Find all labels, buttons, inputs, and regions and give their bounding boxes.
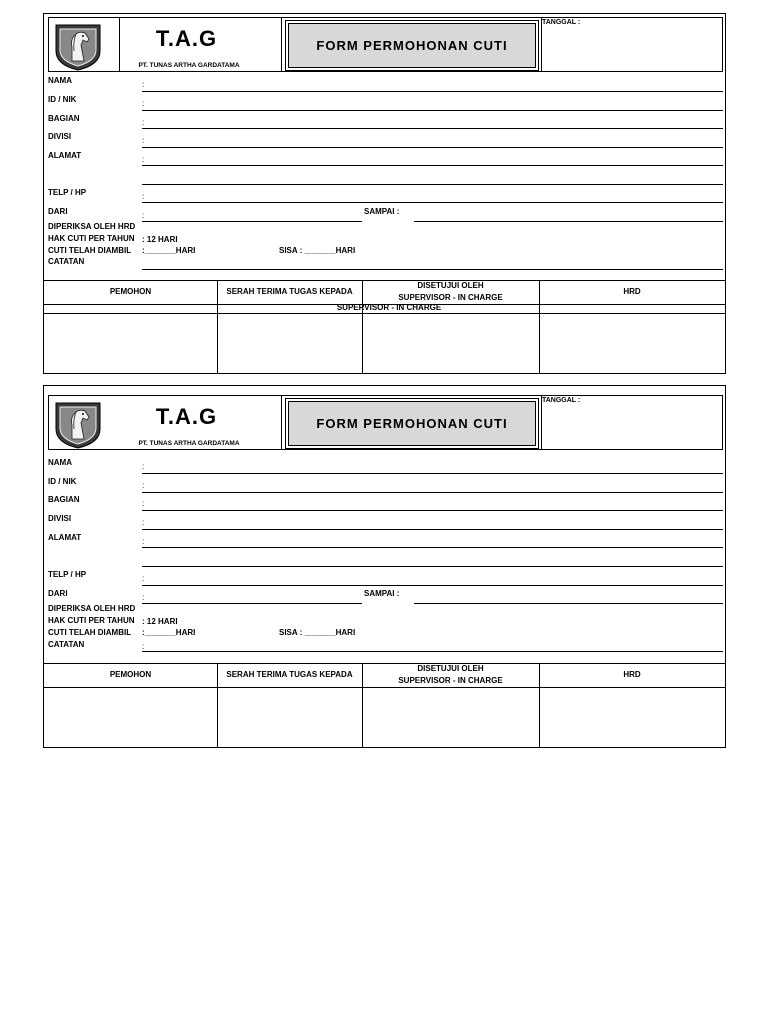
pemohon-header: PEMOHON — [109, 670, 152, 679]
alamat-field-line-2[interactable] — [142, 566, 723, 567]
company-name: PT. TUNAS ARTHA GARDATAMA — [138, 62, 240, 69]
nama-label: NAMA — [48, 76, 72, 85]
colon: : — [142, 518, 145, 527]
dari-field[interactable] — [142, 603, 362, 604]
colon: : — [142, 80, 145, 89]
pemohon-header: PEMOHON — [109, 287, 152, 296]
table-row-line — [44, 313, 725, 314]
table-row-line — [44, 687, 725, 688]
hak-cuti-label: HAK CUTI PER TAHUN — [48, 234, 135, 243]
bagian-label: BAGIAN — [48, 114, 80, 123]
catatan-field[interactable] — [142, 269, 723, 270]
colon: : — [142, 211, 145, 220]
id-nik-label: ID / NIK — [48, 95, 77, 104]
sisa-value[interactable]: SISA : _______HARI — [279, 246, 356, 255]
approval-table — [44, 663, 725, 748]
form-title-box — [285, 398, 539, 449]
hrd-header: HRD — [623, 670, 641, 679]
diperiksa-label: DIPERIKSA OLEH HRD — [48, 222, 136, 231]
colon: : — [142, 192, 145, 201]
supervisor-header: SUPERVISOR - IN CHARGE — [398, 293, 503, 302]
disetujui-header: DISETUJUI OLEH — [417, 281, 484, 290]
catatan-label: CATATAN — [48, 640, 85, 649]
bagian-label: BAGIAN — [48, 495, 80, 504]
telp-label: TELP / HP — [48, 188, 87, 197]
divisi-field[interactable] — [142, 147, 723, 148]
catatan-label: CATATAN — [48, 257, 85, 266]
dari-field[interactable] — [142, 221, 362, 222]
cuti-diambil-value[interactable]: :_______HARI — [142, 628, 196, 637]
tanggal-label: TANGGAL : — [542, 397, 581, 404]
serah-terima-header: SERAH TERIMA TUGAS KEPADA — [226, 670, 353, 679]
serah-terima-header: SERAH TERIMA TUGAS KEPADA — [226, 287, 353, 296]
alamat-label: ALAMAT — [48, 533, 82, 542]
tanggal-label: TANGGAL : — [542, 19, 581, 26]
telp-field[interactable] — [142, 202, 723, 203]
hak-cuti-label: HAK CUTI PER TAHUN — [48, 616, 135, 625]
sampai-field[interactable] — [414, 221, 723, 222]
id-nik-field[interactable] — [142, 492, 723, 493]
divisi-field[interactable] — [142, 529, 723, 530]
disetujui-header: DISETUJUI OLEH — [417, 664, 484, 673]
nama-field[interactable] — [142, 473, 723, 474]
cuti-diambil-label: CUTI TELAH DIAMBIL — [48, 246, 132, 255]
hrd-header: HRD — [623, 287, 641, 296]
supervisor-header: SUPERVISOR - IN CHARGE — [398, 676, 503, 685]
dari-label: DARI — [48, 589, 68, 598]
nama-label: NAMA — [48, 458, 72, 467]
colon: : — [142, 481, 145, 490]
id-nik-field[interactable] — [142, 110, 723, 111]
divisi-label: DIVISI — [48, 132, 72, 141]
cuti-diambil-label: CUTI TELAH DIAMBIL — [48, 628, 132, 637]
supervisor-overflow-text: SUPERVISOR - IN CHARGE — [336, 303, 442, 312]
leave-request-form-1 — [43, 13, 726, 374]
colon: : — [142, 574, 145, 583]
colon: : — [142, 118, 145, 127]
alamat-field[interactable] — [142, 165, 723, 166]
header-divider — [281, 18, 282, 71]
brand-title: T.A.G — [155, 26, 218, 51]
colon: : — [142, 537, 145, 546]
form-header — [48, 395, 723, 450]
header-divider — [119, 18, 120, 71]
colon: : — [142, 155, 145, 164]
sampai-label: SAMPAI : — [364, 207, 400, 216]
form-title: FORM PERMOHONAN CUTI — [288, 401, 536, 446]
form-title-box — [285, 20, 539, 71]
nama-field[interactable] — [142, 91, 723, 92]
horse-shield-logo-icon — [54, 399, 102, 449]
catatan-field[interactable] — [142, 651, 723, 652]
sisa-value[interactable]: SISA : _______HARI — [279, 628, 356, 637]
sampai-field[interactable] — [414, 603, 723, 604]
alamat-field-line-2[interactable] — [142, 184, 723, 185]
colon: : — [142, 462, 145, 471]
divisi-label: DIVISI — [48, 514, 72, 523]
horse-shield-logo-icon — [54, 21, 102, 71]
approval-table — [44, 280, 725, 374]
hak-cuti-value: : 12 HARI — [142, 617, 178, 626]
colon: : — [142, 99, 145, 108]
hak-cuti-value: : 12 HARI — [142, 235, 178, 244]
alamat-field[interactable] — [142, 547, 723, 548]
bagian-field[interactable] — [142, 128, 723, 129]
sampai-label: SAMPAI : — [364, 589, 400, 598]
leave-request-form-2 — [43, 385, 726, 748]
diperiksa-label: DIPERIKSA OLEH HRD — [48, 604, 136, 613]
form-title: FORM PERMOHONAN CUTI — [288, 23, 536, 68]
form-header — [48, 17, 723, 72]
colon: : — [142, 593, 145, 602]
cuti-diambil-value[interactable]: :_______HARI — [142, 246, 196, 255]
telp-field[interactable] — [142, 585, 723, 586]
alamat-label: ALAMAT — [48, 151, 82, 160]
colon: : — [142, 642, 145, 651]
telp-label: TELP / HP — [48, 570, 87, 579]
bagian-field[interactable] — [142, 510, 723, 511]
id-nik-label: ID / NIK — [48, 477, 77, 486]
dari-label: DARI — [48, 207, 68, 216]
colon: : — [142, 499, 145, 508]
company-name: PT. TUNAS ARTHA GARDATAMA — [138, 440, 240, 447]
colon: : — [142, 136, 145, 145]
header-divider — [281, 396, 282, 449]
brand-title: T.A.G — [155, 404, 218, 429]
